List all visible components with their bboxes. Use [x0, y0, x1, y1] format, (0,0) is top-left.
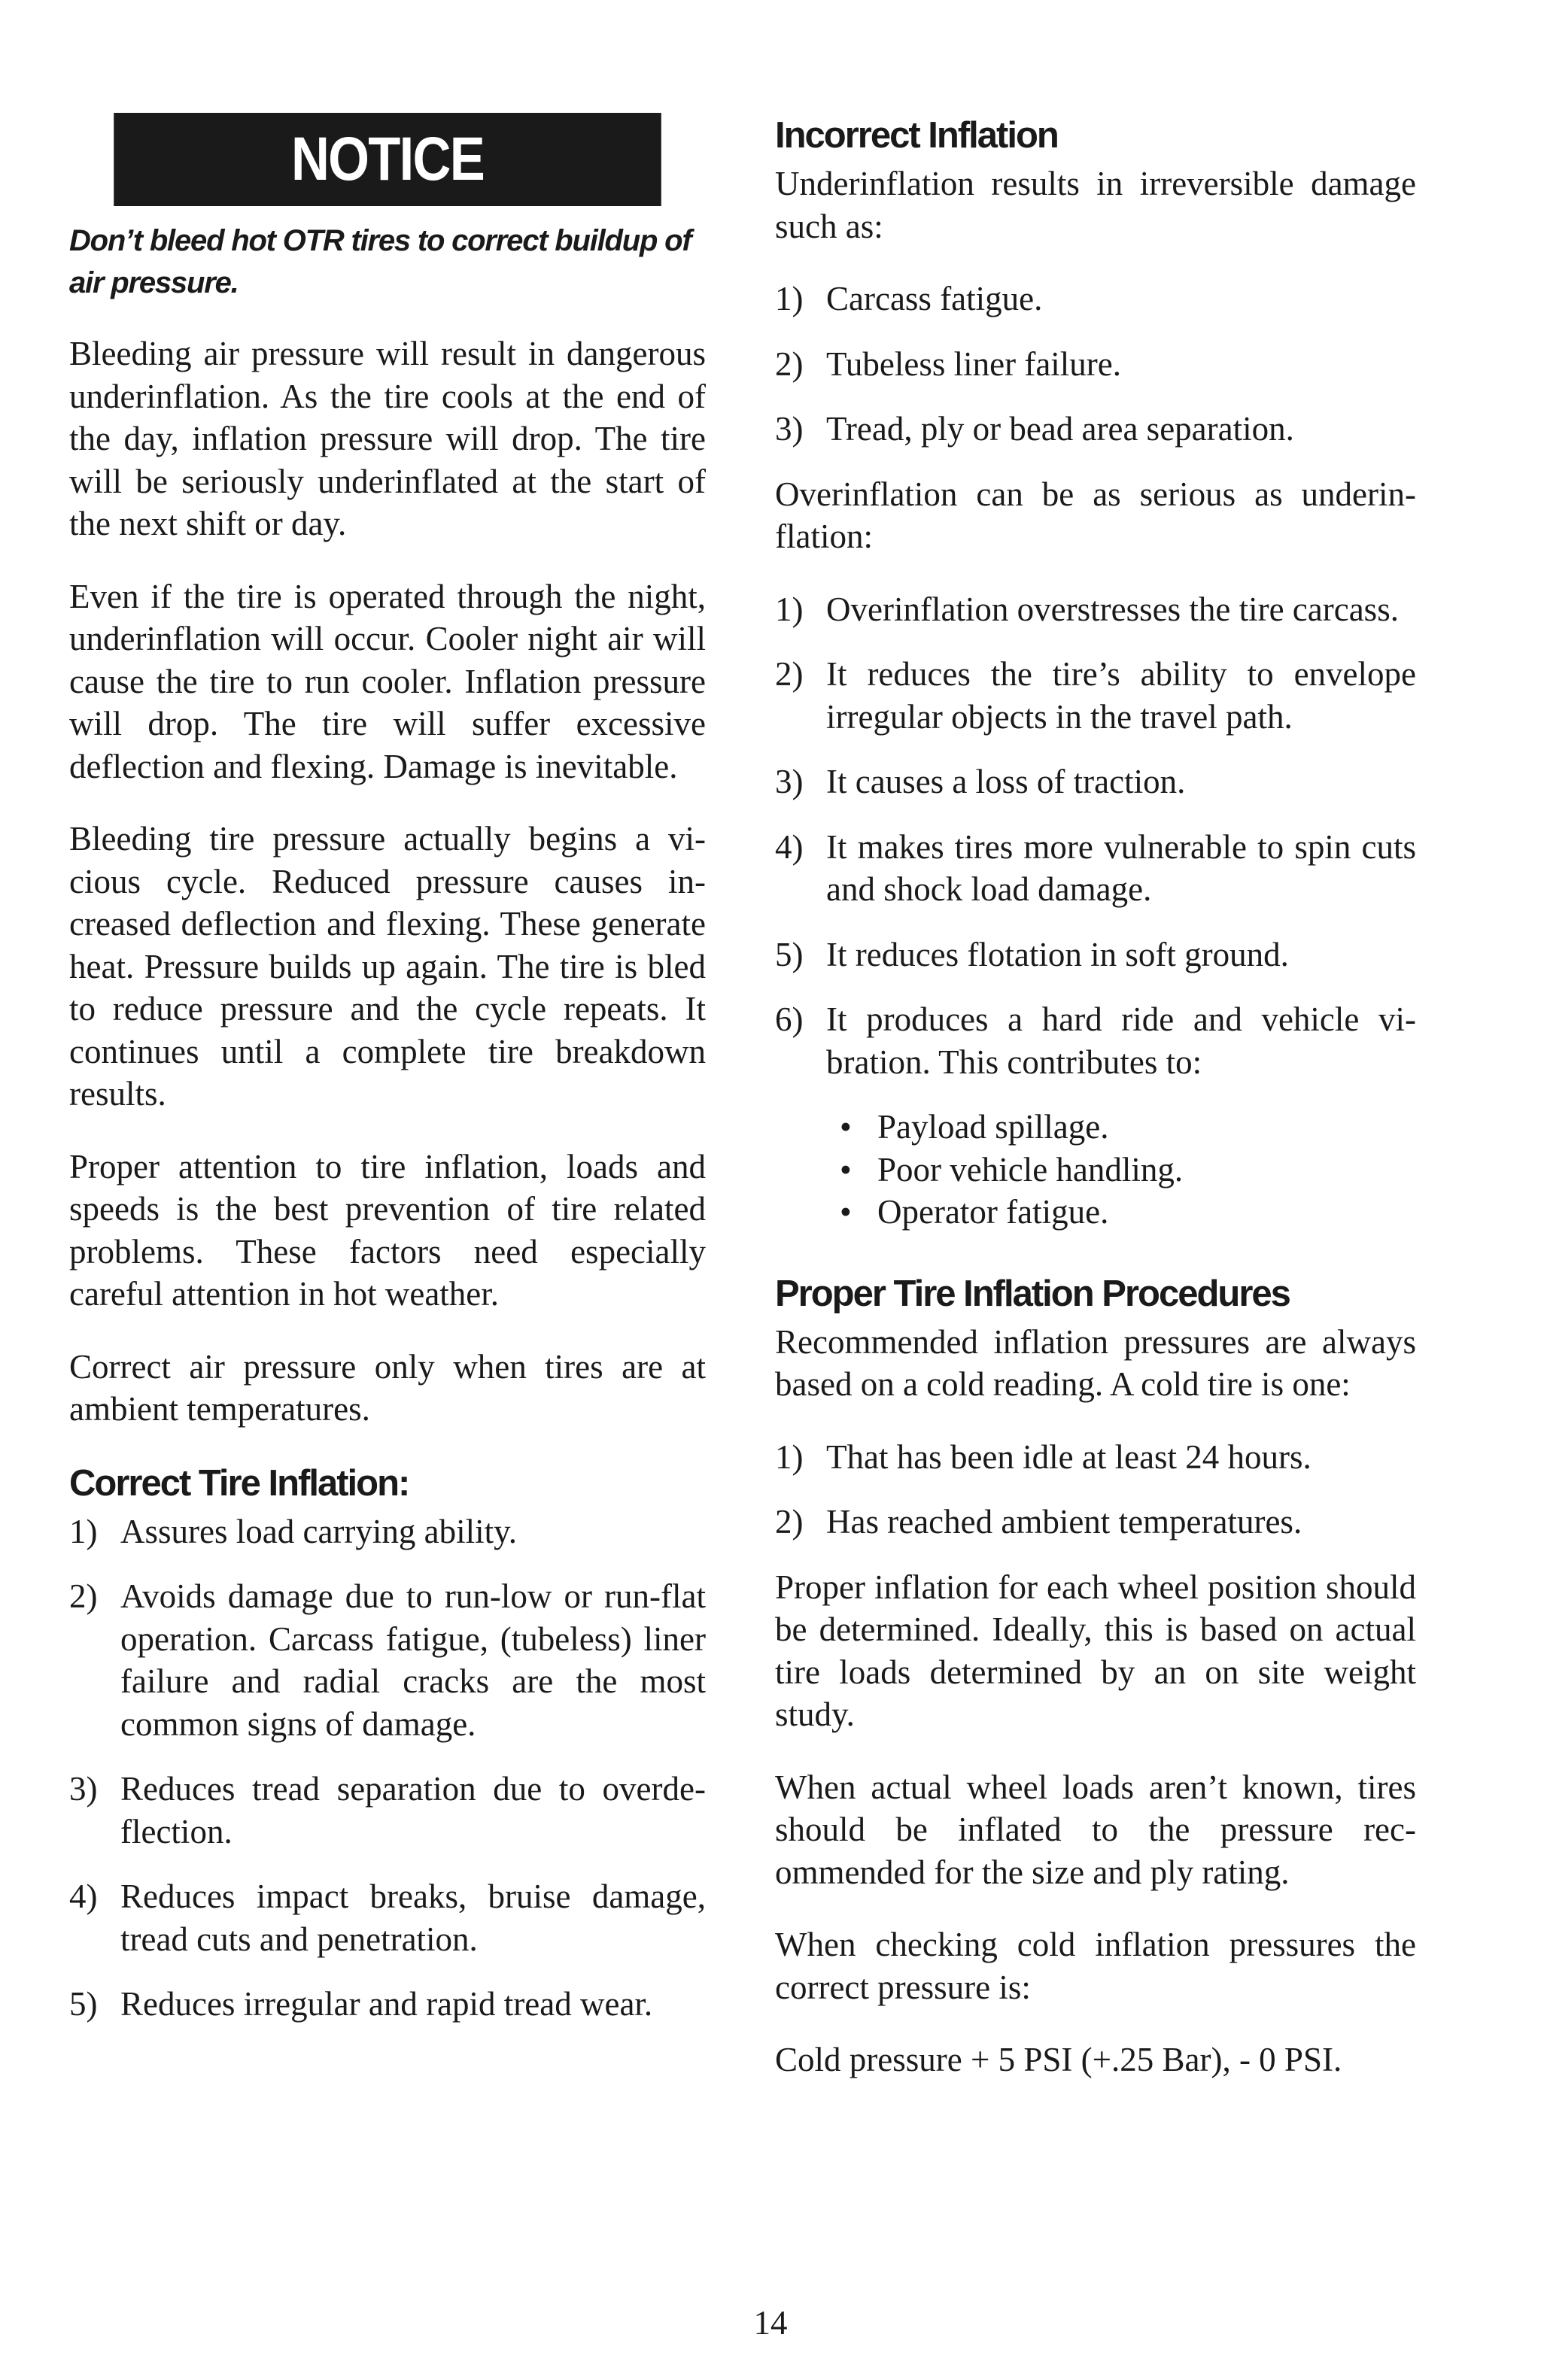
item-text: Has reached ambient temperatures. [826, 1503, 1302, 1541]
paragraph: Proper attention to tire inflation, loads and speeds is the best prevention of tire related problems. These factors need especially careful attention in hot weather. [69, 1147, 706, 1313]
item-number: 4) [775, 827, 804, 866]
paragraph: When actual wheel loads aren’t known, tires should be inflated to the pressure recommended for the size and ply rating. [775, 1768, 1416, 1891]
item-number: 2) [775, 345, 804, 383]
item-number: 6) [775, 1000, 804, 1038]
list-item [775, 933, 1416, 976]
item-text: Avoids damage due to run-low or run-flat operation. Carcass fatigue, (tubeless) liner failure and radial cracks are the most common signs of damage. [120, 1577, 706, 1743]
list-item [775, 1501, 1416, 1544]
notice-title: NOTICE [114, 113, 661, 206]
list-item [775, 998, 1416, 1083]
list-item [775, 1436, 1416, 1479]
list-item [775, 653, 1416, 738]
list-item [775, 826, 1416, 911]
list-item [69, 1875, 706, 1960]
item-number: 3) [69, 1770, 98, 1808]
paragraph: Bleeding air pressure will result in dangerous underinflation. As the tire cools at the end of the day, inflation pressure will drop. The tire will be seriously underinflated at the start of the next shift or day. [69, 335, 706, 542]
paragraph: Even if the tire is operated through the night, underinflation will occur. Cooler night air will cause the tire to run cooler. Inflation pressure will drop. The tire will suffer excessive deflection and flexing. Damage is inevitable. [69, 577, 706, 785]
list-item [775, 408, 1416, 451]
notice-subtitle: Don’t bleed hot OTR tires to correct buildup of air pressure. [69, 224, 691, 299]
item-number: 4) [69, 1878, 98, 1915]
list-item [69, 1575, 706, 1745]
list-item [775, 760, 1416, 803]
item-text: Reduces irregular and rapid tread wear. [120, 1985, 653, 2023]
item-number: 2) [775, 1503, 804, 1541]
list-item [775, 588, 1416, 631]
correct-inflation-list [69, 1510, 706, 2026]
item-number: 2) [775, 655, 804, 693]
overinflation-intro: Overinflation can be as serious as underinflation: [775, 475, 1416, 555]
item-number: 5) [775, 935, 804, 973]
item-number: 3) [775, 763, 804, 800]
bullet-text: Operator fatigue. [877, 1193, 1109, 1231]
cold-tire-list [775, 1436, 1416, 1544]
section-heading-proper-procedures: Proper Tire Inflation Procedures [775, 1273, 1290, 1314]
underinflation-intro: Underinflation results in irreversible damage such as: [775, 165, 1416, 245]
bullet-item [840, 1191, 1416, 1234]
proper-intro: Recommended inflation pressures are always based on a cold reading. A cold tire is one: [775, 1322, 1416, 1403]
bullet-item [840, 1149, 1416, 1192]
item-text: Tread, ply or bead area separation. [826, 410, 1294, 448]
list-item [69, 1768, 706, 1853]
list-item [775, 343, 1416, 386]
item-text: It reduces flotation in soft ground. [826, 935, 1289, 973]
item-text: It reduces the tire’s ability to envelope irregular objects in the travel path. [826, 655, 1416, 736]
section-heading-correct-inflation: Correct Tire Inflation: [69, 1462, 409, 1504]
item-number: 1) [775, 1437, 804, 1476]
bullet-item [840, 1106, 1416, 1149]
list-item [775, 278, 1416, 320]
bullet-text: Payload spillage. [877, 1108, 1109, 1146]
item-text: It causes a loss of traction. [826, 763, 1186, 800]
list-item [69, 1510, 706, 1553]
section-heading-incorrect-inflation: Incorrect Inflation [775, 115, 1058, 156]
item-number: 3) [775, 410, 804, 448]
item-number: 1) [775, 590, 804, 628]
list-item [69, 1983, 706, 2026]
item-text: Reduces impact breaks, bruise damage, tread cuts and penetration. [120, 1878, 706, 1958]
bullet-icon: • [840, 1150, 852, 1188]
item-text: Overinflation overstresses the tire carcass. [826, 590, 1399, 628]
item-number: 1) [69, 1512, 98, 1550]
paragraph: Bleeding tire pressure actually begins a vicious cycle. Reduced pressure causes increased deflection and flexing. These generate heat. Pressure builds up again. The tire is bled to reduce pressure and the cycle repeats. It continues until a complete tire breakdown results. [69, 820, 706, 1113]
cold-pressure-formula: Cold pressure + 5 PSI (+.25 Bar), - 0 PSI. [775, 2041, 1342, 2078]
paragraph: Correct air pressure only when tires are at ambient temperatures. [69, 1347, 706, 1428]
item-text: Assures load carrying ability. [120, 1512, 517, 1550]
item-text: It produces a hard ride and vehicle vibration. This contributes to: [826, 1000, 1416, 1081]
page-number: 14 [753, 2304, 788, 2342]
paragraph: When checking cold inflation pressures the correct pressure is: [775, 1926, 1416, 2006]
underinflation-list [775, 278, 1416, 451]
item-number: 1) [775, 280, 804, 317]
left-column [69, 113, 706, 2048]
item-text: Tubeless liner failure. [826, 345, 1122, 383]
item-text: It makes tires more vulnerable to spin cuts and shock load damage. [826, 827, 1416, 908]
paragraph: Proper inflation for each wheel position should be determined. Ideally, this is based on actual tire loads determined by an on site weight study. [775, 1568, 1416, 1733]
bullet-icon: • [840, 1193, 852, 1231]
item-number: 5) [69, 1985, 98, 2023]
bullet-list [840, 1106, 1416, 1234]
right-column [775, 113, 1416, 2111]
item-text: Reduces tread separation due to overdeflection. [120, 1770, 706, 1850]
item-text: Carcass fatigue. [826, 280, 1043, 317]
bullet-icon: • [840, 1108, 852, 1146]
item-number: 2) [69, 1577, 98, 1615]
notice-box [69, 113, 706, 206]
overinflation-list [775, 588, 1416, 1084]
item-text: That has been idle at least 24 hours. [826, 1437, 1312, 1476]
bullet-text: Poor vehicle handling. [877, 1150, 1184, 1188]
